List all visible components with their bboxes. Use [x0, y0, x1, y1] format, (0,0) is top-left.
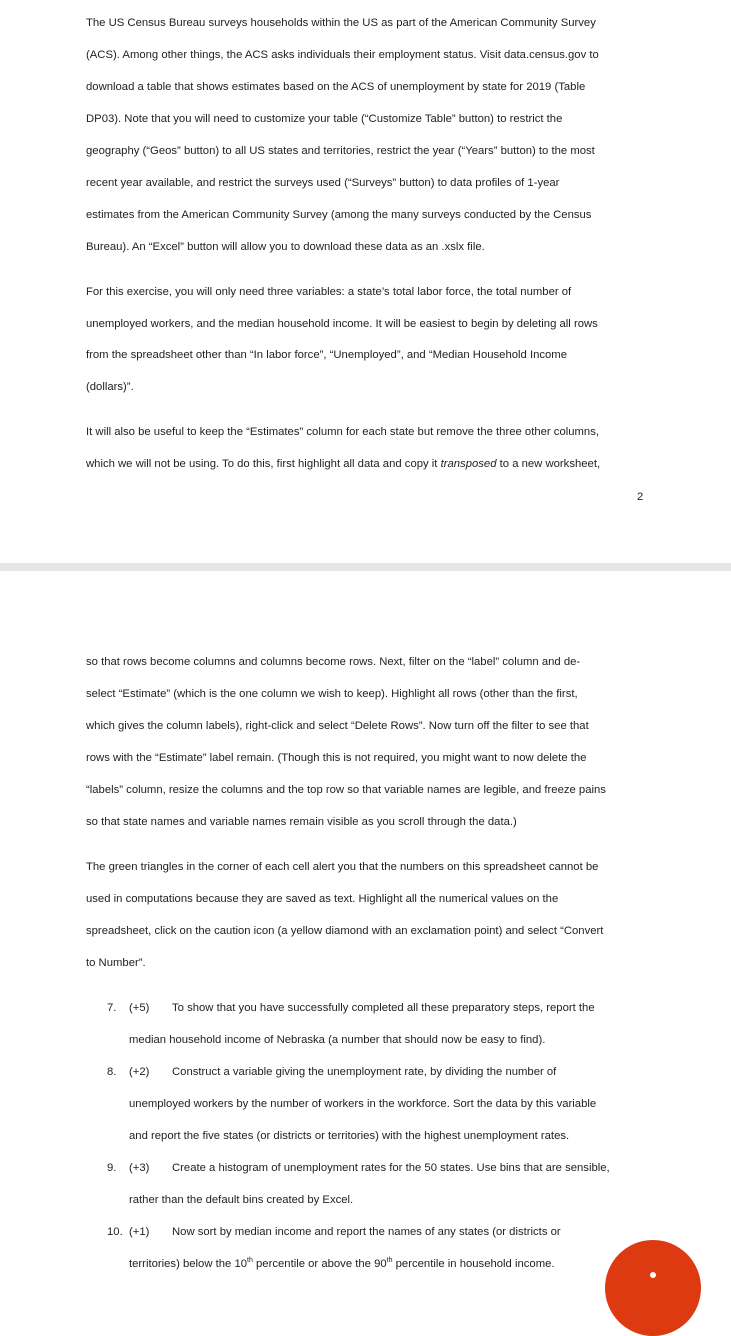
text-line: It will also be useful to keep the “Estimates” column for each state but remove the three other columns, — [86, 426, 600, 438]
text-line: from the spreadsheet other than “In labor force”, “Unemployed”, and “Median Household Income — [86, 349, 568, 361]
text-run: to a new worksheet, — [496, 458, 601, 470]
question-number: 9. — [107, 1162, 117, 1174]
text-line: geography (“Geos” button) to all US states and territories, restrict the year (“Years” button) to the most — [86, 145, 595, 157]
text-line: “labels” column, resize the columns and the top row so that variable names are legible, and freeze pains — [86, 784, 606, 796]
document-page-2 — [0, 571, 731, 1280]
text-line: (ACS). Among other things, the ACS asks individuals their employment status. Visit data.census.gov to — [86, 49, 599, 61]
text-line: Bureau). An “Excel” button will allow you to download these data as an .xslx file. — [86, 241, 485, 253]
question-text: Construct a variable giving the unemployment rate, by dividing the number of — [172, 1066, 557, 1078]
question-text: To show that you have successfully completed all these preparatory steps, report the — [172, 1002, 595, 1014]
text-line: The green triangles in the corner of each cell alert you that the numbers on this spreadsheet cannot be — [86, 861, 599, 873]
superscript: th — [247, 1257, 253, 1265]
text-line: download a table that shows estimates based on the ACS of unemployment by state for 2019 (Table — [86, 81, 586, 93]
text-run: which we will not be using. To do this, first highlight all data and copy it — [86, 458, 441, 470]
text-line: DP03). Note that you will need to customize your table (“Customize Table” button) to restrict the — [86, 113, 563, 125]
text-line: estimates from the American Community Survey (among the many surveys conducted by the Census — [86, 209, 592, 221]
question-text: Now sort by median income and report the names of any states (or districts or — [172, 1226, 561, 1238]
text-line: select “Estimate” (which is the one column we wish to keep). Highlight all rows (other than the first, — [86, 688, 578, 700]
text-run: percentile or above the 90 — [252, 1258, 387, 1270]
text-line: to Number”. — [86, 957, 146, 969]
text-line: unemployed workers, and the median household income. It will be easiest to begin by deleting all rows — [86, 318, 598, 330]
text-line: (dollars)”. — [86, 381, 134, 393]
document-page-1 — [0, 0, 731, 563]
superscript: th — [386, 1257, 393, 1265]
text-line: which gives the column labels), right-click and select “Delete Rows”. Now turn off the filter to see that — [86, 720, 589, 732]
question-number: 7. — [107, 1002, 117, 1014]
question-number: 8. — [107, 1066, 117, 1078]
question-number: 10. — [107, 1226, 123, 1238]
text-line: For this exercise, you will only need three variables: a state’s total labor force, the total number of — [86, 286, 572, 298]
more-icon — [650, 1272, 656, 1278]
text-line: used in computations because they are saved as text. Highlight all the numerical values on the — [86, 893, 559, 905]
emphasized-text: transposed — [440, 458, 497, 470]
text-line: so that state names and variable names remain visible as you scroll through the data.) — [86, 816, 517, 828]
text-line: so that rows become columns and columns become rows. Next, filter on the “label” column and de- — [86, 656, 581, 668]
question-points: (+1) — [129, 1226, 150, 1238]
page-separator — [0, 563, 731, 571]
question-points: (+3) — [129, 1162, 150, 1174]
page-number: 2 — [637, 491, 644, 503]
floating-action-button[interactable] — [605, 1240, 701, 1336]
question-text: median household income of Nebraska (a number that should now be easy to find). — [129, 1034, 546, 1046]
text-line: spreadsheet, click on the caution icon (a yellow diamond with an exclamation point) and select “Convert — [86, 925, 604, 937]
question-points: (+5) — [129, 1002, 150, 1014]
text-line: The US Census Bureau surveys households within the US as part of the American Community Survey — [86, 17, 596, 29]
question-text: unemployed workers by the number of workers in the workforce. Sort the data by this variable — [129, 1098, 597, 1110]
question-text: and report the five states (or districts or territories) with the highest unemployment rates. — [129, 1130, 570, 1142]
question-points: (+2) — [129, 1066, 150, 1078]
text-run: percentile in household income. — [392, 1258, 555, 1270]
question-text: Create a histogram of unemployment rates for the 50 states. Use bins that are sensible, — [172, 1162, 610, 1174]
text-line: rows with the “Estimate” label remain. (Though this is not required, you might want to now delete the — [86, 752, 587, 764]
text-line: recent year available, and restrict the surveys used (“Surveys” button) to data profiles of 1-year — [86, 177, 560, 189]
text-run: territories) below the 10 — [129, 1258, 248, 1270]
question-text: rather than the default bins created by Excel. — [129, 1194, 354, 1206]
question-text — [129, 1256, 555, 1272]
text-line — [86, 456, 600, 472]
